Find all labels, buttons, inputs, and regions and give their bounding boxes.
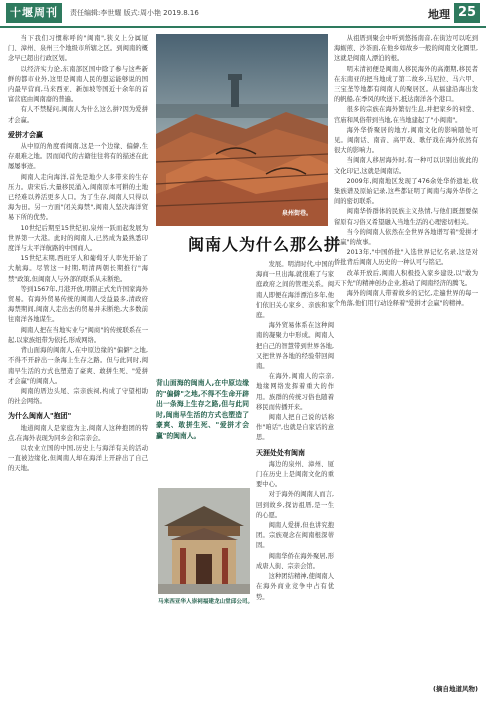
article-title: 闽南人为什么那么拼 <box>188 235 342 254</box>
header-meta: 责任编辑:李世耀 版式:周小艳 2019.8.16 <box>70 9 199 17</box>
paragraph: 10世纪后期至15世纪初,泉州一跃而起发展为世界第一大港。此时的闽南人,已然成为最熟悉印度洋与太平洋航路的中国商人。 <box>8 224 148 253</box>
paragraph: 以经济实力论,东南部区国中除了参与这些新鲜的都市业外,这里是闽南人民的想运能够说的国内最早营商,马来西亚、新加坡等国近十余年的首富营底由闽南裔的普遍。 <box>8 65 148 104</box>
paragraph: 明末清初便是闽南人移民海外的高潮期,移民者在东南亚的把当地成了第二故乡,马尼拉、马六甲、三宝垄等地都有闽南人的聚居区。从福建沿海出发的帆船,在季风的吹送下,抵达南洋各个港口。 <box>334 65 478 104</box>
inset-caption: 马来西亚华人崇祠福建龙山堂邱公司。 <box>158 599 254 605</box>
subhead-1: 爱拼才会赢 <box>8 130 43 139</box>
page-number: 25 <box>454 3 480 23</box>
paragraph: 闽南人走向海洋,首先是地少人多带来的生存压力。唐宋后,大量移民涌入,闽南原本可耕的土地已经难以养活更多人口。为了生存,闽南人只得以海为田。另一方面"闭关海禁",闽南人坚决海洋贸易下所的优势。 <box>8 173 148 222</box>
paragraph: 从祖厝到聚会中听到悠扬南音,在街边可以吃到海蛎煎、沙茶面,在他乡如故乡一般的闽南文化圈里,这就是闽南人漂泊的根。 <box>334 35 478 63</box>
paragraph: 对于海外的闽南人而言,回到故乡,探访祖厝,是一生的心愿。 <box>256 491 334 519</box>
paragraph: 有人不禁疑问,闽南人为什么这么拼?因为爱拼才会赢。 <box>8 106 148 124</box>
paragraph: 当闽南人移居海外时,有一种可以识别出彼此的文化印记,这就是闽南话。 <box>334 157 478 175</box>
paragraph: 海外的闽南人带着故乡的记忆,走遍世界的每一个角落,他们用行动诠释着"爱拼才会赢"的精神。 <box>334 290 478 308</box>
paragraph: 改革开放后,闽南人积极投入家乡建设,以"敢为天下先"的精神创办企业,推动了闽南经济的腾飞。 <box>334 269 478 287</box>
paragraph: 很多的宗族在海外繁衍生息,并把家乡的祠堂、宫庙和风俗带到当地,在当地建起了"小闽南"。 <box>334 106 478 124</box>
temple-photo <box>158 488 250 594</box>
paragraph: 地道闽南人是家庭为主,闽南人这种抱团的特点,在海外表现为同乡会和宗亲会。 <box>8 424 148 442</box>
rooftops-illustration <box>156 34 328 226</box>
paragraph: 海边的泉州、漳州、厦门在历史上是闽南文化的重要中心。 <box>256 460 334 489</box>
paragraph: 闽南华侨在海外聚居,形成唐人街、宗亲会馆。 <box>256 552 334 570</box>
page-header <box>0 0 486 28</box>
paragraph: 闽南人爱拼,但也讲究抱团。宗族观念在闽南根深蒂固。 <box>256 522 334 550</box>
subhead-2: 为什么闽南人"抱团" <box>8 412 72 421</box>
paragraph: 当今的闽南人依然在全世界各地谱写着"爱拼才会赢"的故事。 <box>334 228 478 247</box>
paragraph: 背山面海的闽南人,在中原边缘的"偏僻"之地,不得不开辟出一条海上生存之路。但与此同时,闽南早生活的方式也塑造了豪爽、敢拼生死、"爱拼才会赢"的闽南人。 <box>8 347 148 385</box>
temple-illustration <box>158 488 250 594</box>
right-column <box>334 34 478 696</box>
left-column <box>8 34 148 696</box>
masthead: 十堰周刊 <box>6 3 62 23</box>
pull-quote: 背山面海的闽南人,在中原边缘的"偏僻"之地,不得不生命开辟出一条海上生存之路,但与此同时,闽南早生活的方式也塑造了豪爽、敢拼生死、"爱拼才会赢"的闽南人。 <box>156 379 249 440</box>
paragraph: 2009年,闽南地区发现了476余处华侨遗址,收集族谱及原始记录,这些都证明了闽南与海外华侨之间的密切联系。 <box>334 177 478 206</box>
paragraph: 闽南人把自己说的话称作"咱话",也就是自家话的意思。 <box>256 414 334 442</box>
paragraph: 当下我们习惯称呼的"闽南",狭义上分属厦门、漳州、泉州三个地级市所辖之区。到闽南的概念早已超出行政区划。 <box>8 35 148 63</box>
paragraph: 等到1567年,月港开放,明朝正式允许国家海外贸易。有海外贸易传统的闽南人受益最多,清政府海禁期间,闽南人走出去的贸易并未断绝,大多数前往南洋各地谋生。 <box>8 285 148 324</box>
photo-caption: 泉州街巷。 <box>282 210 313 217</box>
paragraph: 闽南的厝边头尾、宗亲族祠,构成了守望相助的社会网络。 <box>8 387 148 406</box>
subhead-3: 天涯处处有闽南 <box>256 448 305 457</box>
paragraph: 海外贸易体系在这种闽南的凝聚力中形成。闽南人把自己的智慧带到世界各地,又把世界各地的经验带回闽南。 <box>256 322 334 371</box>
paragraph: 这种团结精神,使闽南人在海外商业竞争中占有优势。 <box>256 573 334 601</box>
paragraph: 从中原的角度看闽南,这是一个边缘、偏僻,生存艰难之地。因而闻代的古籍往往将有的描述在此屡屡事迹。 <box>8 143 148 171</box>
paragraph: 闽南人把在当地实业与"闽商"的传统联系在一起,以家族纽带为依托,形成网络。 <box>8 326 148 344</box>
paragraph: 闽南华侨群体的民族主义热情,与他们既想要保留原有习俗又希望融入当地生活的心理密切相关。 <box>334 208 478 226</box>
paragraph: 在海外,闽南人的宗亲,地缘网络发挥着重大的作用。族群的传统习俗也随着移民而传播开来。 <box>256 373 334 411</box>
section-name: 地理 <box>428 8 450 21</box>
paragraph: 海外华侨聚居的地方,闽南文化的影响随处可见。闽南话、南音、高甲戏、歌仔戏在海外依然有很大的影响力。 <box>334 126 478 155</box>
source-note: (摘自地道风物) <box>433 685 478 693</box>
paragraph: 发展。明清时代,中国的海商一旦出海,就很难了与家庭政府之间的管理关系。闽南人即便在海洋漂泊多年,他们依旧关心家乡、亲族和家庭。 <box>256 261 334 320</box>
middle-column-b <box>256 260 334 696</box>
paragraph: 2013年,"中国侨批"入选世界记忆名录,这是对侨批背后闽南人历史的一种认可与铭记。 <box>334 249 478 267</box>
paragraph: 以农业立国的中国,历史上与海洋有关的活动一直被边缘化,但闽南人却在海洋上开辟出了自己的天地。 <box>8 444 148 473</box>
paragraph: 15世纪末期,西班牙人和葡萄牙人率先开始了大航海。尽管这一时期,明清两朝长期推行"海禁"政策,但闽南人与外部的联系从未断绝。 <box>8 255 148 283</box>
rooftops-photo <box>156 34 328 226</box>
